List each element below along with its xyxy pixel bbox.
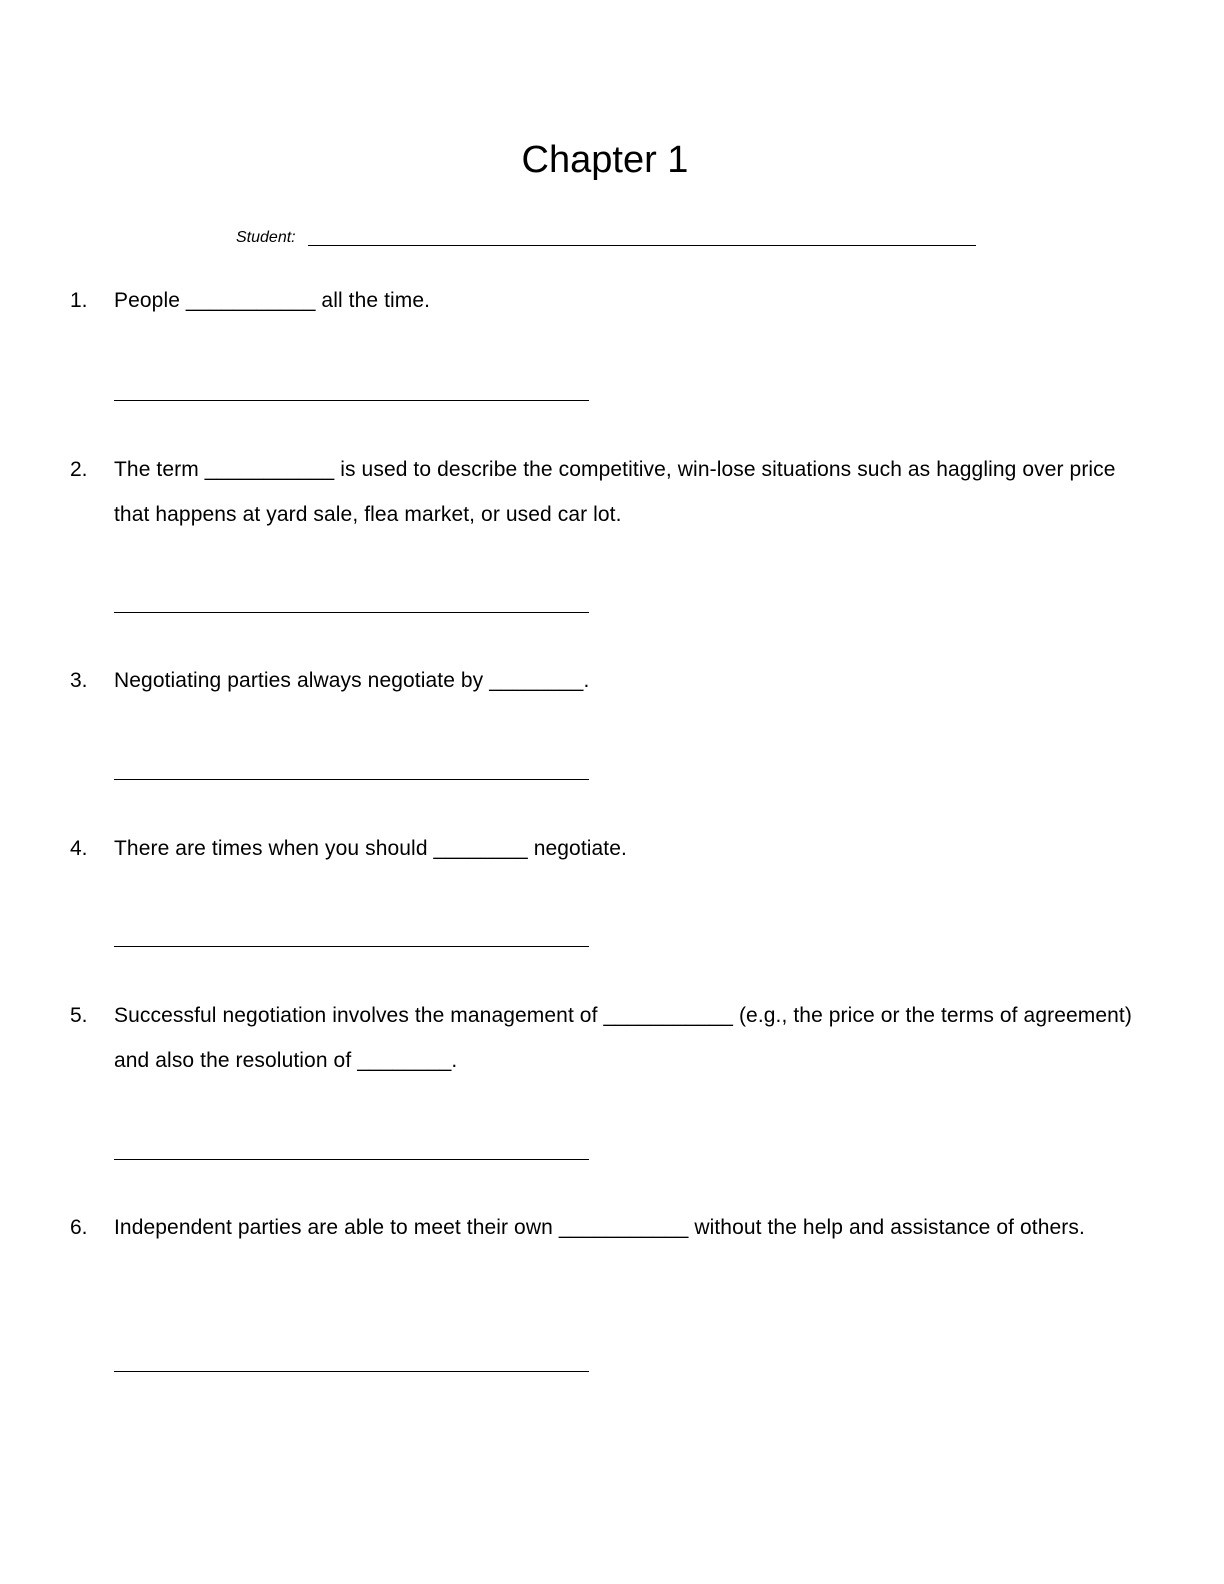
- question-number: 3.: [70, 669, 88, 692]
- question-text: There are times when you should ________ negotiate.: [114, 837, 627, 860]
- answer-line-6[interactable]: [114, 1371, 589, 1372]
- question-number: 1.: [70, 289, 88, 312]
- student-label: Student:: [236, 229, 296, 246]
- question-text: Successful negotiation involves the management of ___________ (e.g., the price or the terms of agreement) and also the resolution of ________.: [114, 1004, 1132, 1072]
- question-text: Negotiating parties always negotiate by ________.: [114, 669, 590, 692]
- answer-line-3[interactable]: [114, 779, 589, 780]
- question-number: 6.: [70, 1216, 88, 1239]
- page-title: Chapter 1: [521, 139, 689, 181]
- answer-line-2[interactable]: [114, 612, 589, 613]
- answer-line-4[interactable]: [114, 946, 589, 947]
- student-name-field: [236, 226, 296, 250]
- question-text: People ___________ all the time.: [114, 289, 431, 312]
- answer-line-5[interactable]: [114, 1159, 589, 1160]
- question-number: 2.: [70, 458, 88, 481]
- question-number: 4.: [70, 837, 88, 860]
- question-text: Independent parties are able to meet their own ___________ without the help and assistance of others.: [114, 1216, 1085, 1239]
- question-number: 5.: [70, 1004, 88, 1027]
- question-text: The term ___________ is used to describe the competitive, win-lose situations such as haggling over price that happens at yard sale, flea market, or used car lot.: [114, 458, 1116, 526]
- answer-line-1[interactable]: [114, 400, 589, 401]
- student-name-blank[interactable]: [308, 245, 976, 246]
